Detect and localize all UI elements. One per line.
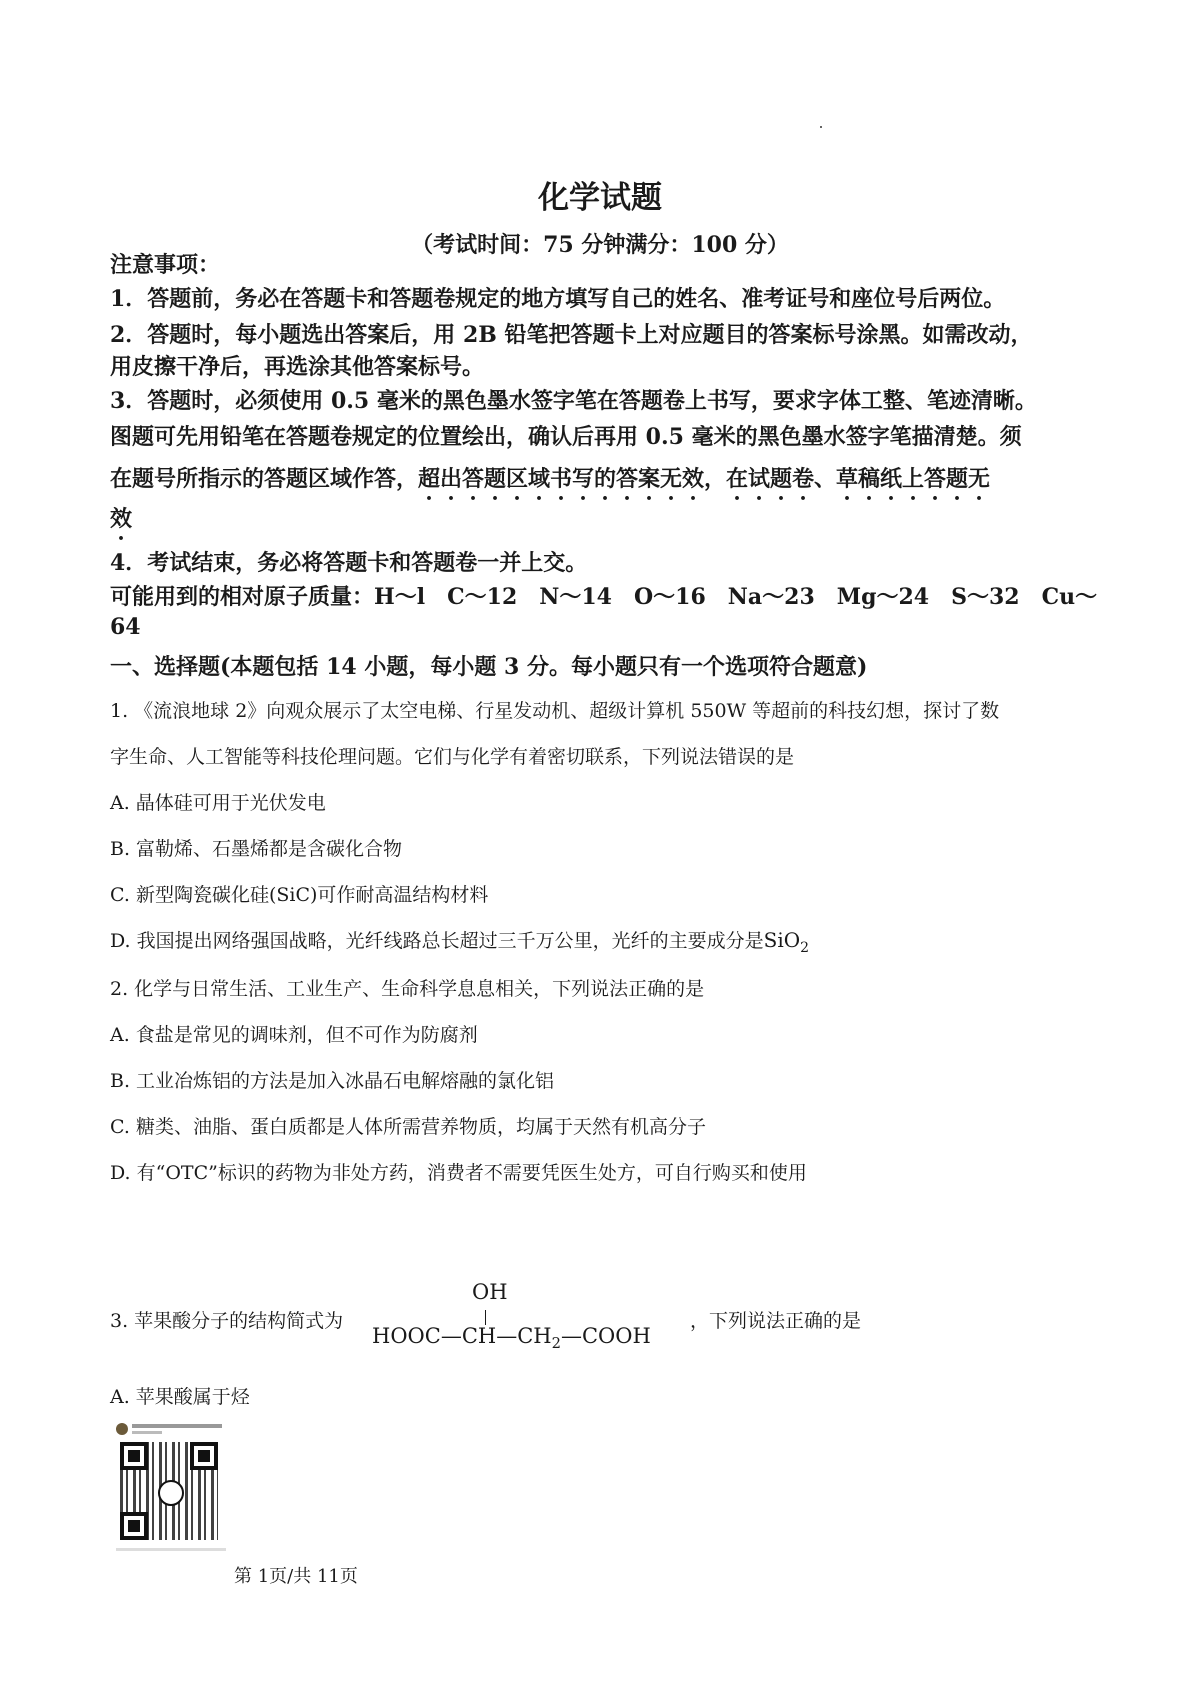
- note-4: 4．考试结束，务必将答题卡和答题卷一并上交。: [110, 550, 588, 576]
- q1-option-a: A. 晶体硅可用于光伏发电: [110, 792, 326, 814]
- note-3b: 图题可先用铅笔在答题卷规定的位置绘出，确认后再用 0.5 毫米的黑色墨水签字笔描清楚。须: [110, 424, 1022, 450]
- formula-oh: OH: [472, 1280, 508, 1304]
- formula-chain: [372, 1324, 651, 1352]
- q1-option-b: B. 富勒烯、石墨烯都是含碳化合物: [110, 838, 403, 860]
- q2-option-d: D. 有“OTC”标识的药物为非处方药，消费者不需要凭医生处方，可自行购买和使用: [110, 1162, 807, 1184]
- q3-stem-post: ，下列说法正确的是: [690, 1310, 862, 1332]
- note-2b: 用皮擦干净后，再选涂其他答案标号。: [110, 354, 485, 380]
- avatar: [116, 1423, 128, 1435]
- q1-stem-a: 1. 《流浪地球 2》向观众展示了太空电梯、行星发动机、超级计算机 550W 等超前的科技幻想，探讨了数: [110, 700, 1000, 722]
- section-heading: 一、选择题(本题包括 14 小题，每小题 3 分。每小题只有一个选项符合题意): [110, 654, 868, 680]
- q2-option-b: B. 工业冶炼铝的方法是加入冰晶石电解熔融的氯化铝: [110, 1070, 555, 1092]
- qr-header-line: [132, 1424, 222, 1428]
- note-3c-pre: 在题号所指示的答题区域作答，: [110, 466, 419, 492]
- scan-speck: [820, 126, 822, 128]
- q2-option-a: A. 食盐是常见的调味剂，但不可作为防腐剂: [110, 1024, 478, 1046]
- qr-finder-tr: [190, 1442, 218, 1470]
- q1-stem-b: 字生命、人工智能等科技伦理问题。它们与化学有着密切联系，下列说法错误的是: [110, 746, 795, 768]
- formula-chain-a: HOOC—CH—CH: [372, 1324, 552, 1348]
- malic-acid-structure: [372, 1280, 692, 1360]
- note-3c: [110, 462, 1100, 505]
- note-3a: 3．答题时，必须使用 0.5 毫米的黑色墨水签字笔在答题卷上书写，要求字体工整、笔迹清晰。: [110, 388, 1037, 414]
- page-title: 化学试题: [538, 180, 662, 216]
- qr-finder-bl: [120, 1512, 148, 1540]
- qr-header: [116, 1422, 226, 1438]
- atomic-masses-cont: 64: [110, 614, 141, 640]
- note-3c-emphasis-2: 在试题卷、草稿纸上答题无: [726, 466, 991, 492]
- sio2-base: SiO: [763, 928, 801, 952]
- page-number: 第 1页/共 11页: [234, 1566, 358, 1587]
- q3-option-a: A. 苹果酸属于烃: [110, 1386, 250, 1408]
- wechat-icon: [158, 1480, 184, 1506]
- note-3c-mid: ，: [704, 466, 727, 492]
- q1-option-d-text: D. 我国提出网络强国战略，光纤线路总长超过三千万公里，光纤的主要成分是: [110, 930, 764, 952]
- formula-sub: 2: [551, 1335, 561, 1353]
- exam-time-subtitle: （考试时间：75 分钟满分：100 分）: [411, 232, 789, 258]
- q1-option-c: C. 新型陶瓷碳化硅(SiC)可作耐高温结构材料: [110, 884, 489, 906]
- qr-header-line-2: [132, 1431, 162, 1434]
- sio2-sub: 2: [800, 940, 810, 956]
- q2-stem: 2. 化学与日常生活、工业生产、生命科学息息相关，下列说法正确的是: [110, 978, 705, 1000]
- formula-chain-b: —COOH: [560, 1324, 651, 1348]
- note-1: 1．答题前，务必在答题卡和答题卷规定的地方填写自己的姓名、准考证号和座位号后两位。: [110, 286, 1006, 312]
- atomic-masses-line: 可能用到的相对原子质量：H～l C～12 N～14 O～16 Na～23 Mg～24 S～32 Cu～: [110, 584, 1098, 610]
- note-3d: [110, 502, 1100, 545]
- sio2-formula: [763, 928, 810, 956]
- q3-stem-pre: 3. 苹果酸分子的结构简式为: [110, 1310, 344, 1332]
- formula-bond: [485, 1310, 486, 1325]
- note-2a: 2．答题时，每小题选出答案后，用 2B 铅笔把答题卡上对应题目的答案标号涂黑。如需改动，: [110, 322, 1033, 348]
- note-3d-emphasis: 效: [110, 506, 133, 532]
- note-3c-emphasis: 超出答题区域书写的答案无效: [418, 466, 705, 492]
- q2-option-c: C. 糖类、油脂、蛋白质都是人体所需营养物质，均属于天然有机高分子: [110, 1116, 706, 1138]
- qr-caption: [116, 1548, 226, 1551]
- wechat-qr-code: [116, 1422, 226, 1562]
- qr-finder-tl: [120, 1442, 148, 1470]
- notes-heading: 注意事项：: [110, 252, 221, 278]
- q1-option-d: [110, 926, 1100, 956]
